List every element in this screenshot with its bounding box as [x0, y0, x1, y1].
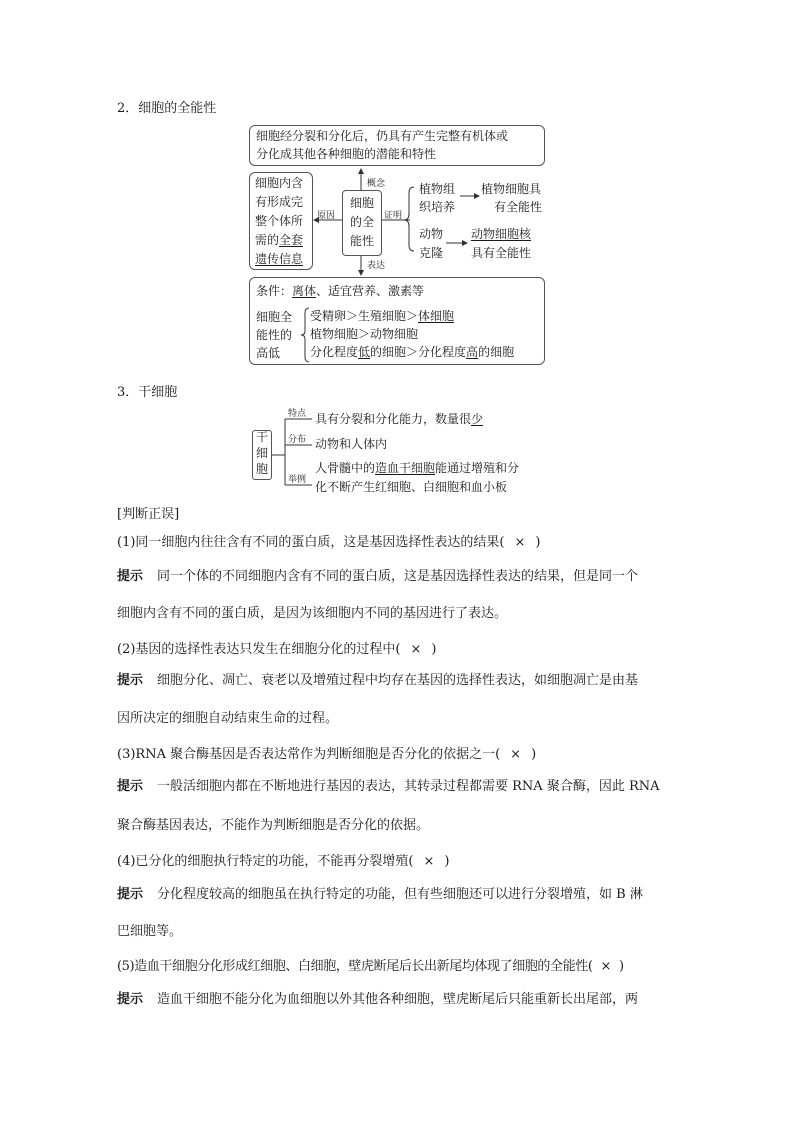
level-row-2: 植物细胞＞动物细胞: [310, 327, 419, 341]
reason-line1: 细胞内含: [255, 176, 304, 190]
level-label-2: 能性的: [256, 328, 293, 342]
level-brace: [300, 307, 310, 363]
root-line2: 细: [256, 446, 269, 460]
level-row-3: 分化程度低的细胞＞分化程度高的细胞: [310, 345, 515, 359]
label-expression: 表达: [367, 261, 386, 271]
proof-animal-result-2: 具有全能性: [471, 246, 532, 260]
label-feature: 特点: [288, 409, 307, 419]
judge-question-5: (5)造血干细胞分化形成红细胞、白细胞，壁虎断尾后长出新尾均体现了细胞的全能性( × ): [117, 959, 624, 974]
center-box: [342, 190, 382, 256]
example-line1: 人骨髓中的造血干细胞能通过增殖和分: [315, 461, 520, 475]
judge-question-1: (1)同一细胞内往往含有不同的蛋白质，这是基因选择性表达的结果( × ): [117, 535, 541, 550]
judge-hint-2-line2: 因所决定的细胞自动结束生命的过程。: [117, 711, 339, 726]
center-line3: 能性: [350, 234, 375, 248]
reason-line2: 有形成完: [255, 195, 304, 209]
proof-animal-method-2: 克隆: [419, 246, 444, 260]
example-line2: 化不断产生红细胞、白细胞和血小板: [315, 480, 508, 494]
proof-plant-method-2: 织培养: [419, 200, 456, 214]
proof-animal-result-1: 动物细胞核: [471, 227, 532, 241]
label-concept: 概念: [367, 179, 386, 189]
expression-condition: 条件：离体、适宜营养、激素等: [256, 284, 425, 298]
judge-hint-4-line2: 巴细胞等。: [117, 924, 183, 939]
expression-box: [249, 277, 545, 365]
judge-hint-1-line2: 细胞内含有不同的蛋白质，是因为该细胞内不同的基因进行了表达。: [117, 606, 508, 621]
center-line1: 细胞: [350, 196, 375, 210]
distribution-text: 动物和人体内: [315, 437, 388, 451]
reason-line5: 遗传信息: [255, 252, 304, 266]
concept-text-line1: 细胞经分裂和分化后，仍具有产生完整有机体或: [256, 129, 509, 143]
concept-text-line2: 分化成其他各种细胞的潜能和特性: [256, 147, 437, 161]
section-3-title: 3．干细胞: [117, 385, 178, 400]
reason-line4: 需的全套: [255, 233, 304, 247]
judge-hint-1-line1: 提示 同一个体的不同细胞内含有不同的蛋白质，这是基因选择性表达的结果，但是同一个: [117, 569, 639, 584]
judge-question-3: (3)RNA 聚合酶基因是否表达常作为判断细胞是否分化的依据之一( × ): [117, 747, 537, 762]
label-example: 举例: [288, 475, 307, 485]
label-proof: 证明: [384, 211, 403, 221]
judge-hint-2-line1: 提示 细胞分化、凋亡、衰老以及增殖过程中均存在基因的选择性表达，如细胞凋亡是由基: [117, 673, 639, 688]
reason-line3: 整个体所: [255, 214, 304, 228]
reason-box: [249, 172, 313, 270]
level-label-1: 细胞全: [256, 310, 293, 324]
judge-hint-3-line2: 聚合酶基因表达，不能作为判断细胞是否分化的依据。: [117, 818, 430, 833]
proof-plant-result-1: 植物细胞具: [481, 182, 542, 196]
proof-animal-method-1: 动物: [419, 227, 444, 241]
root-line3: 胞: [256, 462, 269, 476]
section-2-title: 2．细胞的全能性: [117, 101, 217, 116]
judge-hint-5-line1: 提示 造血干细胞不能分化为血细胞以外其他各种细胞，壁虎断尾后只能重新长出尾部，两: [117, 992, 639, 1007]
judge-hint-4-line1: 提示 分化程度较高的细胞虽在执行特定的功能，但有些细胞还可以进行分裂增殖，如 B 淋: [117, 887, 643, 902]
feature-text: 具有分裂和分化能力，数量很少: [315, 412, 484, 426]
label-reason: 原因: [317, 211, 336, 221]
center-line2: 的全: [350, 215, 375, 229]
judge-hint-3-line1: 提示 一般活细胞内都在不断地进行基因的表达，其转录过程都需要 RNA 聚合酶，因此 RNA: [117, 779, 660, 794]
section-2-connectors: [0, 0, 794, 300]
level-label-3: 高低: [256, 346, 281, 360]
judge-heading: [判断正误]: [117, 507, 180, 522]
proof-plant-method-1: 植物组: [419, 182, 456, 196]
root-line1: 干: [256, 430, 269, 444]
proof-brace: [404, 187, 414, 251]
level-row-1: 受精卵＞生殖细胞＞体细胞: [310, 309, 455, 323]
judge-question-2: (2)基因的选择性表达只发生在细胞分化的过程中( × ): [117, 642, 437, 657]
label-distribution: 分布: [288, 435, 307, 445]
judge-question-4: (4)已分化的细胞执行特定的功能，不能再分裂增殖( × ): [117, 854, 450, 869]
proof-plant-result-2: 有全能性: [494, 200, 543, 214]
